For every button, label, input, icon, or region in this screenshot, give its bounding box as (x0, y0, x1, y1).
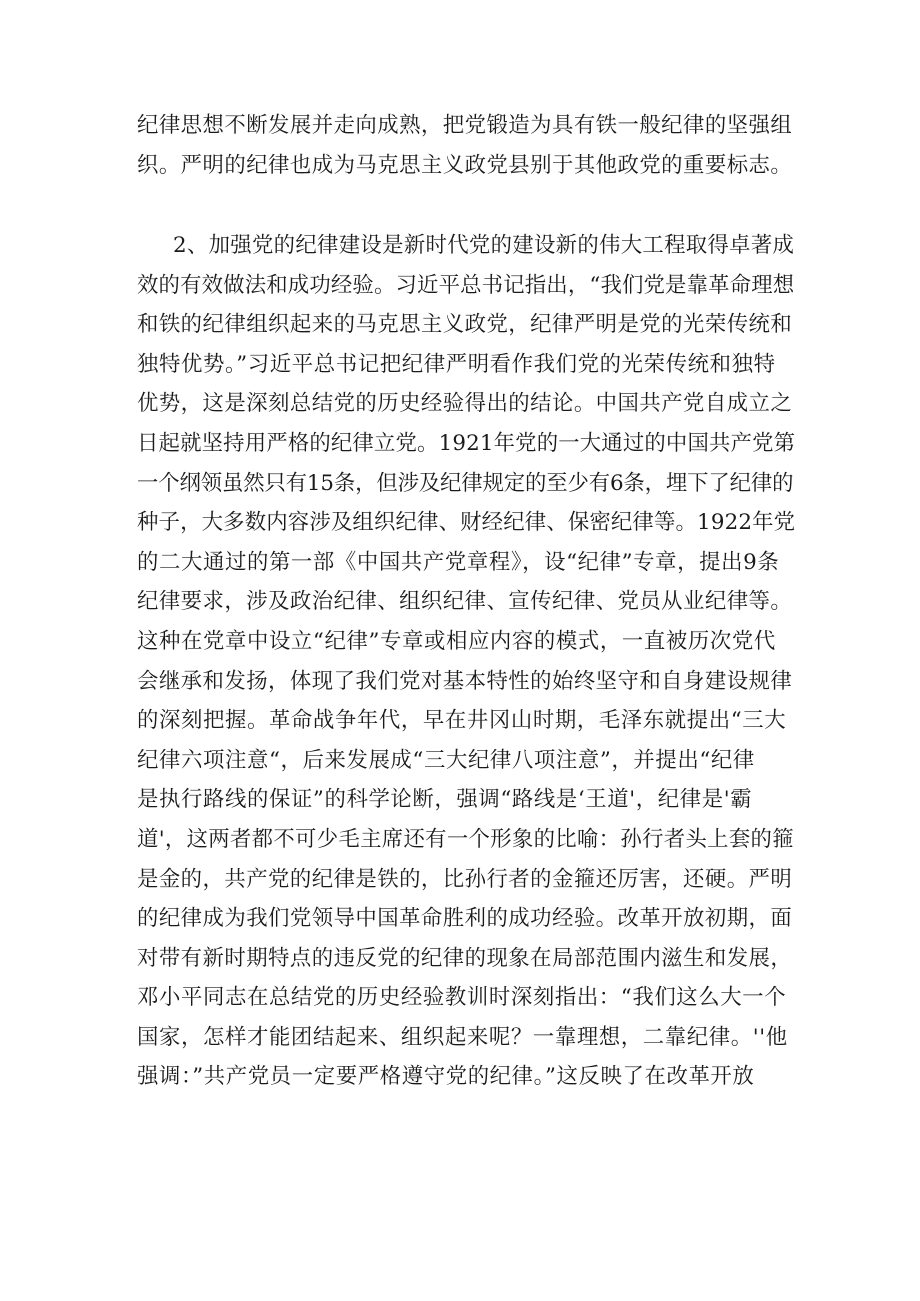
text-line: 纪律六项注意“，后来发展成“三大纪律八项注意”，并提出“纪律 (137, 747, 755, 773)
text-line: 织。严明的纪律也成为马克思主义政党县别于其他政党的重要标志。 (137, 152, 793, 178)
text-line: 邓小平同志在总结党的历史经验教训时深刻指出：“我们这么大一个 (137, 985, 787, 1011)
paragraph-2 (137, 226, 795, 1097)
text-line: 的深刻把握。革命战争年代，早在井冈山时期，毛泽东就提出“三大 (137, 708, 787, 734)
text-line: 对带有新时期特点的违反党的纪律的现象在局部范围内滋生和发展， (137, 945, 793, 971)
text-line: 道'，这两者都不可少毛主席还有一个形象的比喻：孙行者头上套的箍 (137, 826, 794, 852)
text-line: 日起就坚持用严格的纪律立党。1921年党的一大通过的中国共产党第 (137, 430, 796, 456)
text-line: 的纪律成为我们党领导中国革命胜利的成功经验。改革开放初期，面 (137, 906, 793, 932)
text-line: 纪律要求，涉及政治纪律、组织纪律、宣传纪律、党员从业纪律等。 (137, 589, 793, 615)
text-line: 和铁的纪律组织起来的马克思主义政党，纪律严明是党的光荣传统和 (137, 312, 793, 338)
text-line: 2、加强党的纪律建设是新时代党的建设新的伟大工程取得卓著成 (173, 233, 795, 258)
text-line: 纪律思想不断发展并走向成熟，把党锻造为具有铁一般纪律的坚强组 (137, 113, 793, 138)
text-line: 优势，这是深刻总结党的历史经验得出的结论。中国共产党自成立之 (137, 391, 793, 417)
text-line: 的二大通过的第一部《中国共产党章程》，设“纪律”专章，提出9条 (137, 549, 780, 575)
text-line: 这种在党章中设立“纪律”专章或相应内容的模式，一直被历次党代 (137, 628, 776, 654)
text-line: 是执行路线的保证”的科学论断，强调“路线是‘王道'，纪律是'霸 (137, 787, 753, 813)
text-line: 强调：”共产党员一定要严格遵守党的纪律。”这反映了在改革开放 (137, 1064, 755, 1090)
text-line: 独特优势。”习近平总书记把纪律严明看作我们党的光荣传统和独特 (137, 351, 776, 377)
text-line: 是金的，共产党的纪律是铁的，比孙行者的金箍还厉害，还硬。严明 (137, 866, 793, 892)
paragraph-1 (137, 106, 795, 185)
text-line: 一个纲领虽然只有15条，但涉及纪律规定的至少有6条，埋下了纪律的 (137, 470, 794, 496)
text-line: 种子，大多数内容涉及组织纪律、财经纪律、保密纪律等。1922年党 (137, 510, 796, 536)
text-line: 国家，怎样才能团结起来、组织起来呢？一靠理想，二靠纪律。''他 (137, 1024, 788, 1050)
text-line: 效的有效做法和成功经验。习近平总书记指出，“我们党是靠革命理想 (137, 272, 795, 298)
text-line: 会继承和发扬，体现了我们党对基本特性的始终坚守和自身建设规律 (137, 668, 793, 694)
